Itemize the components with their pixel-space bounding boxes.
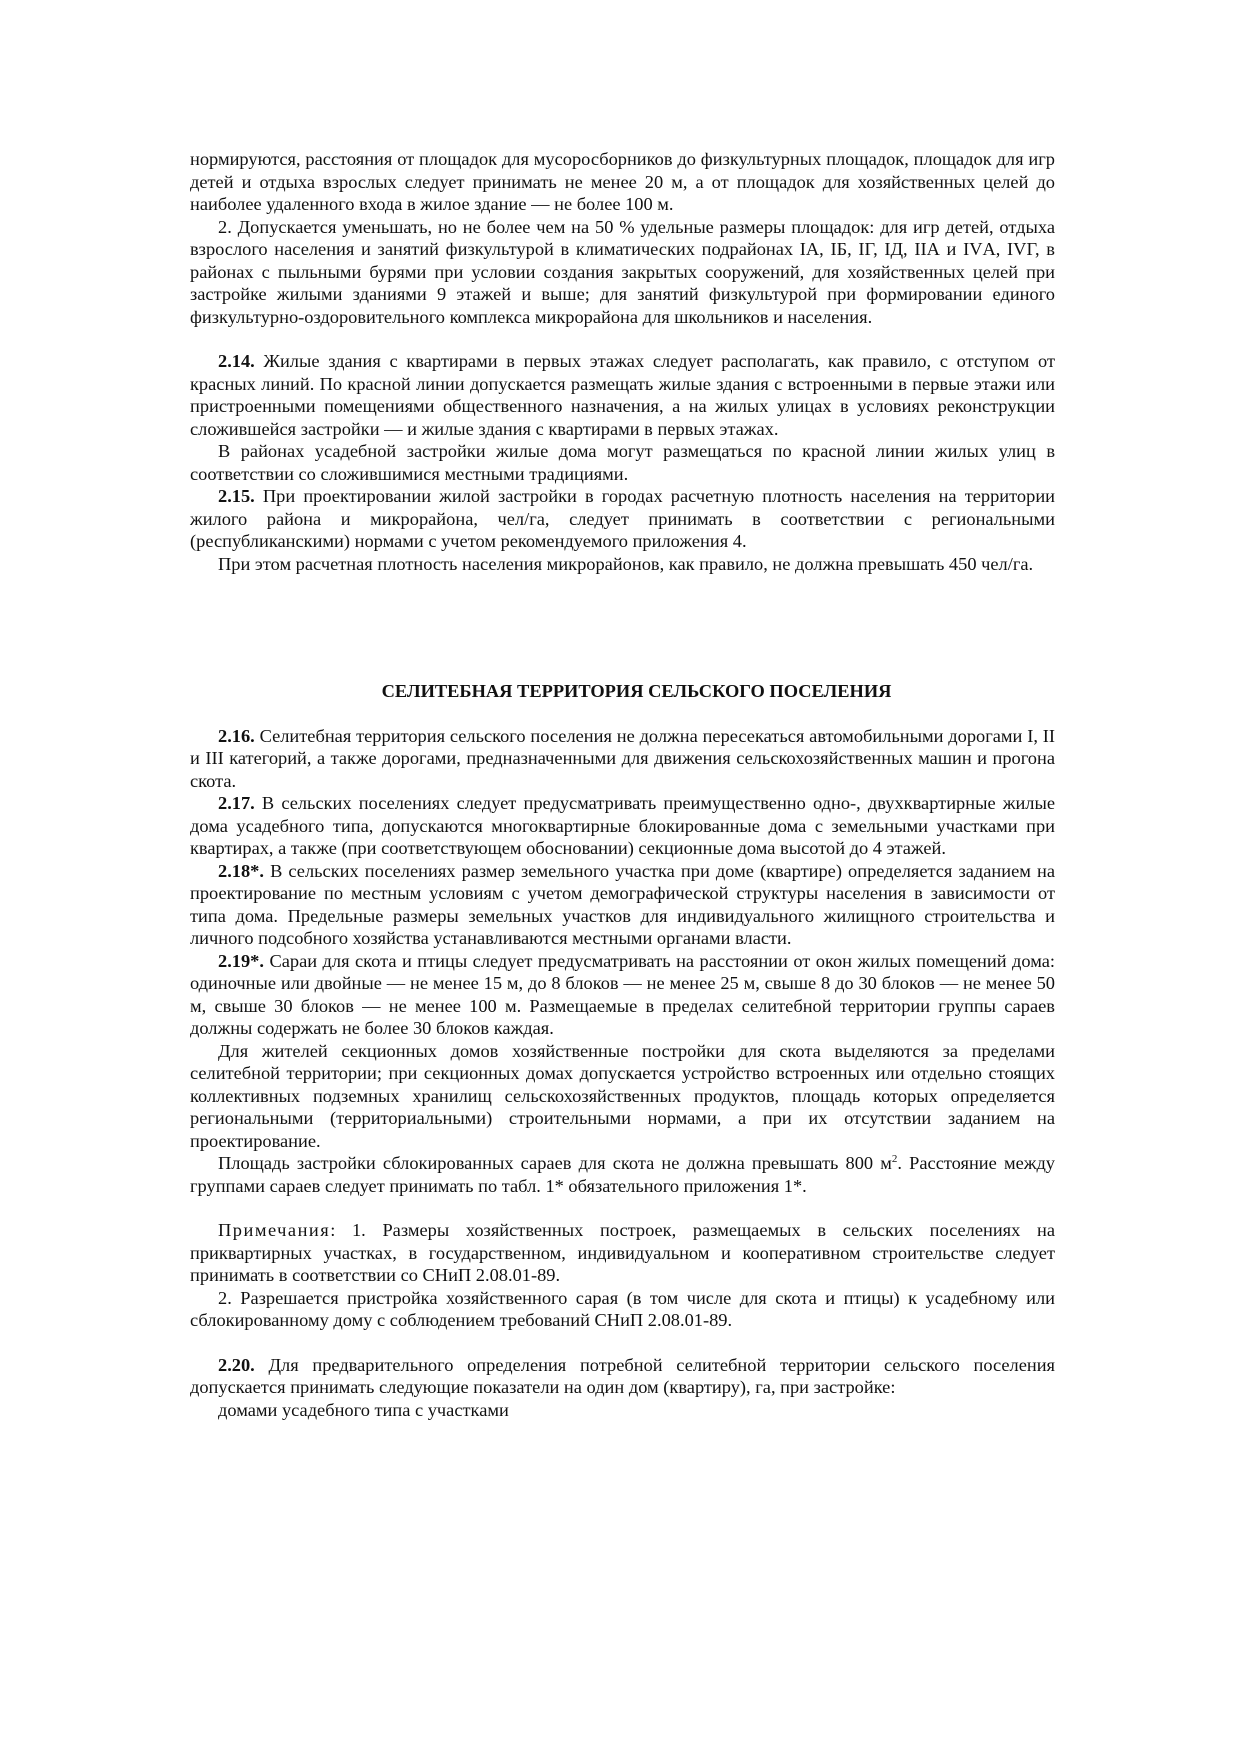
notes-label: Примечания [218, 1220, 331, 1240]
notes-text: : 1. Размеры хозяйственных построек, размещаемых в сельских поселениях на приквартирных участках, в государственном, индивидуальном и кооперативном строительстве следует принимать в соответствии со СНиП 2.08.01-89. [190, 1220, 1055, 1285]
paragraph: домами усадебного типа с участками [218, 1399, 509, 1420]
text-run: Площадь застройки сблокированных сараев для скота не должна превышать 800 м [218, 1153, 892, 1173]
section-text: Жилые здания с квартирами в первых этажах следует располагать, как правило, с отступом от красных линий. По красной линии допускается размещать жилые здания с встроенными в первые этажи или пристроенными помещениями общественного назначения, а на жилых улицах в условиях реконструкции сложившейся застройки — и жилые здания с квартирами в первых этажах. [190, 351, 1055, 439]
section-text: При проектировании жилой застройки в городах расчетную плотность населения на территории жилого района и микрорайона, чел/га, следует принимать в соответствии с региональными (республиканскими) нормами с учетом рекомендуемого приложения 4. [190, 486, 1055, 551]
paragraph: В районах усадебной застройки жилые дома могут размещаться по красной линии жилых улиц в соответствии со сложившимися местными традициями. [190, 441, 1055, 484]
section-2-20 [190, 1354, 1055, 1399]
section-2-14 [190, 350, 1055, 440]
spacer [190, 575, 1055, 680]
superscript: 2 [891, 1152, 898, 1165]
section-2-18 [190, 860, 1055, 950]
section-2-16 [190, 725, 1055, 793]
section-number: 2.20. [218, 1354, 255, 1375]
notes-paragraph: 2. Разрешается пристройка хозяйственного сарая (в том числе для скота и птицы) к усадебному или сблокированному дому с соблюдением требований СНиП 2.08.01-89. [190, 1287, 1055, 1330]
section-text: В сельских поселениях следует предусматривать преимущественно одно-, двухквартирные жилые дома усадебного типа, допускаются многоквартирные блокированные дома с земельными участками при квартирах, а также (при соответствующем обосновании) секционные дома высотой до 4 этажей. [190, 793, 1055, 858]
section-2-17 [190, 792, 1055, 860]
section-heading: СЕЛИТЕБНАЯ ТЕРРИТОРИЯ СЕЛЬСКОГО ПОСЕЛЕНИЯ [381, 681, 892, 701]
spacer [190, 1332, 1055, 1354]
text-run: . Расстояние между группами сараев следует принимать по табл. 1* обязательного приложения 1*. [190, 1153, 1056, 1196]
section-number: 2.18*. [218, 860, 264, 881]
section-number: 2.15. [218, 486, 255, 506]
section-2-15 [190, 485, 1055, 553]
paragraph [190, 1152, 1055, 1197]
section-text: Для предварительного определения потребной селитебной территории сельского поселения допускается принимать следующие показатели на один дом (квартиру), га, при застройке: [190, 1354, 1055, 1397]
paragraph: 2. Допускается уменьшать, но не более чем на 50 % удельные размеры площадок: для игр детей, отдыха взрослого населения и занятий физкультурой в климатических подрайонах IА, IБ, IГ, IД, IIА и IVА, IVГ, в районах с пыльными бурями при условии создания закрытых сооружений, для хозяйственных целей при застройке жилыми зданиями 9 этажей и выше; для занятий физкультурой при формировании единого физкультурно-оздоровительного комплекса микрорайона для школьников и населения. [190, 216, 1055, 327]
section-2-19 [190, 950, 1055, 1040]
section-number: 2.19*. [218, 950, 264, 971]
paragraph: Для жителей секционных домов хозяйственные постройки для скота выделяются за пределами селитебной территории; при секционных домах допускается устройство встроенных или отдельно стоящих коллективных подземных хранилищ сельскохозяйственных продуктов, площадь которых определяется региональными (территориальными) строительными нормами, а при их отсутствии заданием на проектирование. [190, 1040, 1055, 1151]
spacer [190, 328, 1055, 350]
paragraph: При этом расчетная плотность населения микрорайонов, как правило, не должна превышать 450 чел/га. [218, 553, 1034, 574]
section-text: Селитебная территория сельского поселения не должна пересекаться автомобильными дорогами I, II и III категорий, а также дорогами, предназначенными для движения сельскохозяйственных машин и прогона скота. [190, 725, 1055, 791]
paragraph: нормируются, расстояния от площадок для мусоросборников до физкультурных площадок, площадок для игр детей и отдыха взрослых следует принимать не менее 20 м, а от площадок для хозяйственных целей до наиболее удаленного входа в жилое здание — не более 100 м. [190, 149, 1055, 214]
section-number: 2.14. [218, 351, 255, 371]
spacer [190, 1197, 1055, 1219]
section-number: 2.16. [218, 725, 255, 746]
section-text: Сараи для скота и птицы следует предусматривать на расстоянии от окон жилых помещений дома: одиночные или двойные — не менее 15 м, до 8 блоков — не менее 25 м, свыше 8 до 30 блоков — не менее 50 м, свыше 30 блоков — не менее 100 м. Размещаемые в пределах селитебной территории группы сараев должны содержать не более 30 блоков каждая. [190, 950, 1055, 1038]
section-text: В сельских поселениях размер земельного участка при доме (квартире) определяется заданием на проектирование по местным условиям с учетом демографической структуры населения в зависимости от типа дома. Предельные размеры земельных участков для индивидуального жилищного строительства и личного подсобного хозяйства устанавливаются местными органами власти. [190, 860, 1055, 948]
notes-paragraph [190, 1219, 1055, 1287]
section-number: 2.17. [218, 793, 255, 813]
document-page [190, 148, 1055, 1421]
spacer [190, 703, 1055, 725]
